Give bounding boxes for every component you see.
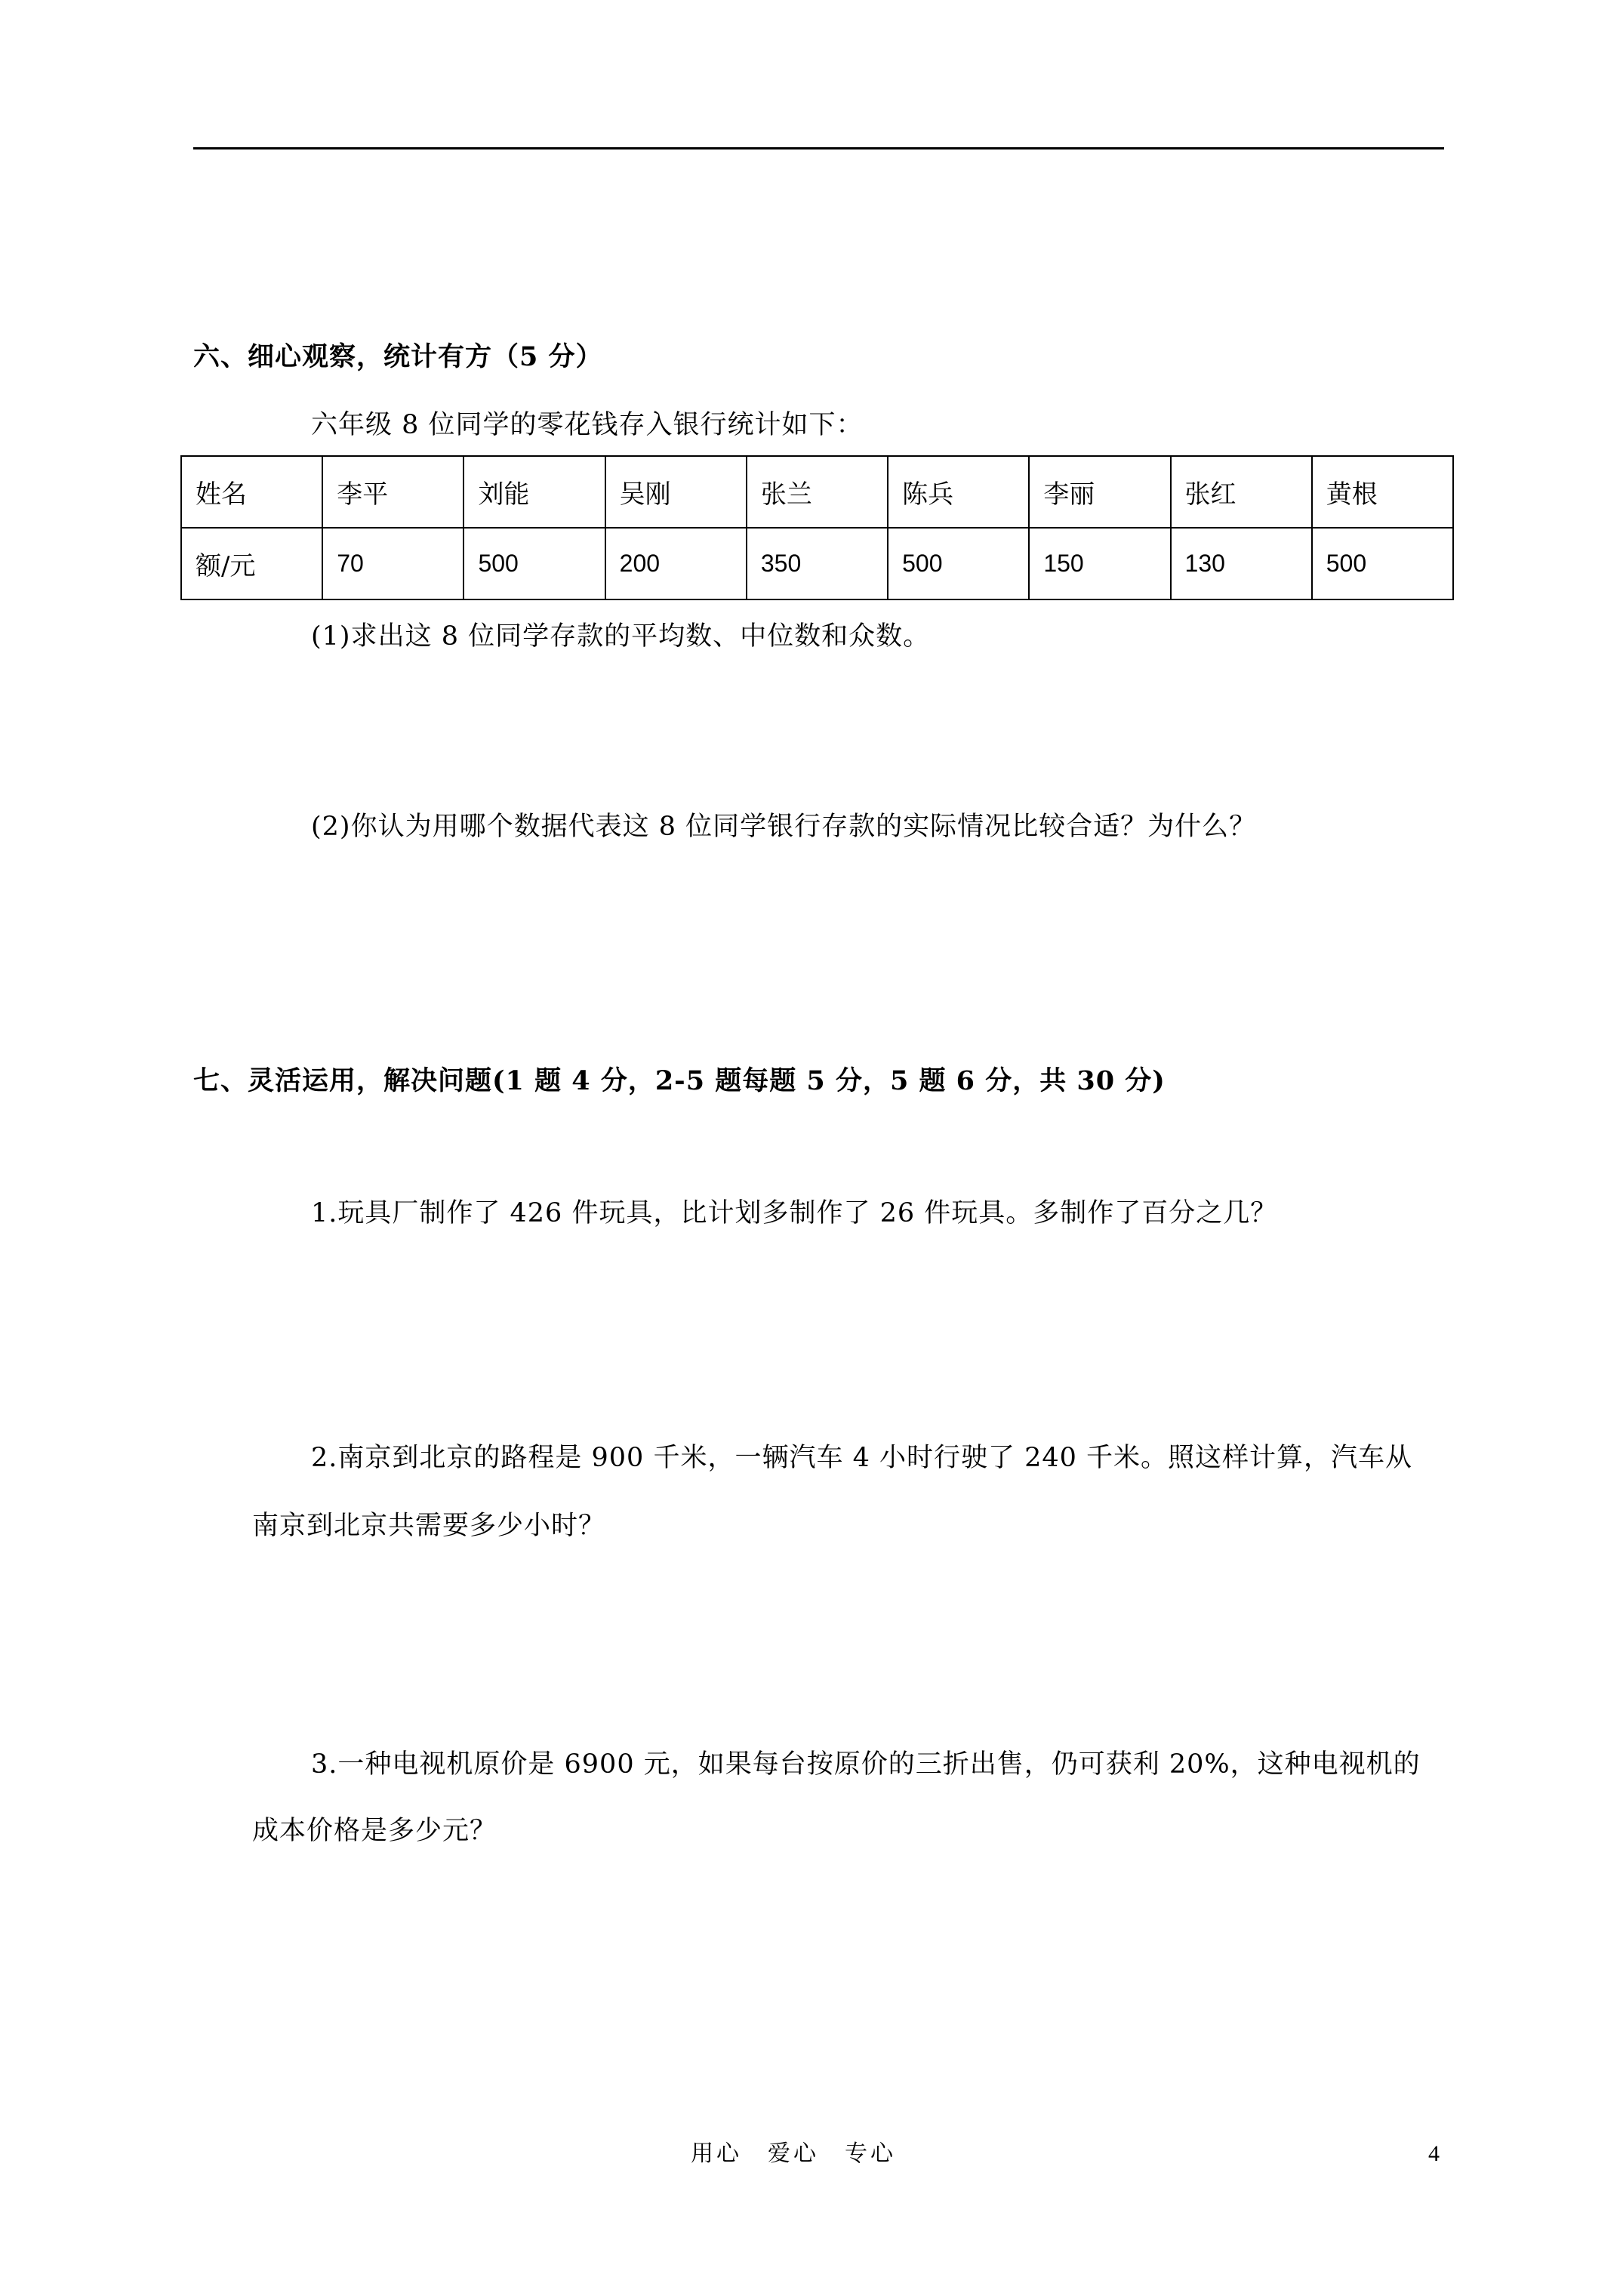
name-cell: 吴刚 — [605, 456, 747, 528]
table-row-label: 额/元 — [181, 528, 322, 599]
name-cell: 陈兵 — [888, 456, 1029, 528]
name-cell: 刘能 — [463, 456, 605, 528]
section-6-heading: 六、细心观察，统计有方（5 分） — [193, 341, 603, 372]
header-rule — [193, 147, 1444, 149]
name-cell: 张兰 — [747, 456, 888, 528]
section-6-intro: 六年级 8 位同学的零花钱存入银行统计如下： — [311, 410, 864, 440]
problem-1: 1.玩具厂制作了 426 件玩具，比计划多制作了 26 件玩具。多制作了百分之几？ — [311, 1198, 1278, 1228]
problem-3-line-1: 3.一种电视机原价是 6900 元，如果每台按原价的三折出售，仍可获利 20%，这种电视机的 — [311, 1749, 1421, 1780]
name-cell: 张红 — [1171, 456, 1312, 528]
section-7-heading: 七、灵活运用，解决问题(1 题 4 分，2-5 题每题 5 分，5 题 6 分，共 30 分) — [193, 1065, 1166, 1096]
table-row — [181, 528, 1453, 599]
amount-cell: 500 — [1312, 528, 1453, 599]
savings-table — [180, 455, 1454, 600]
question-1: (1)求出这 8 位同学存款的平均数、中位数和众数。 — [311, 621, 931, 652]
name-cell: 李丽 — [1029, 456, 1170, 528]
amount-cell: 200 — [605, 528, 747, 599]
amount-cell: 350 — [747, 528, 888, 599]
question-2: (2)你认为用哪个数据代表这 8 位同学银行存款的实际情况比较合适？为什么？ — [311, 812, 1257, 842]
name-cell: 李平 — [322, 456, 463, 528]
amount-cell: 130 — [1171, 528, 1312, 599]
problem-2-line-2: 南京到北京共需要多少小时？ — [252, 1511, 606, 1541]
name-cell: 黄根 — [1312, 456, 1453, 528]
problem-2-line-1: 2.南京到北京的路程是 900 千米，一辆汽车 4 小时行驶了 240 千米。照这样计算，汽车从 — [311, 1443, 1413, 1473]
amount-cell: 70 — [322, 528, 463, 599]
table-header-label: 姓名 — [181, 456, 322, 528]
page-number: 4 — [1428, 2141, 1440, 2166]
amount-cell: 500 — [888, 528, 1029, 599]
table-row — [181, 456, 1453, 528]
amount-cell: 150 — [1029, 528, 1170, 599]
problem-3-line-2: 成本价格是多少元？ — [252, 1816, 497, 1846]
footer-motto: 用心 爱心 专心 — [691, 2140, 896, 2167]
amount-cell: 500 — [463, 528, 605, 599]
